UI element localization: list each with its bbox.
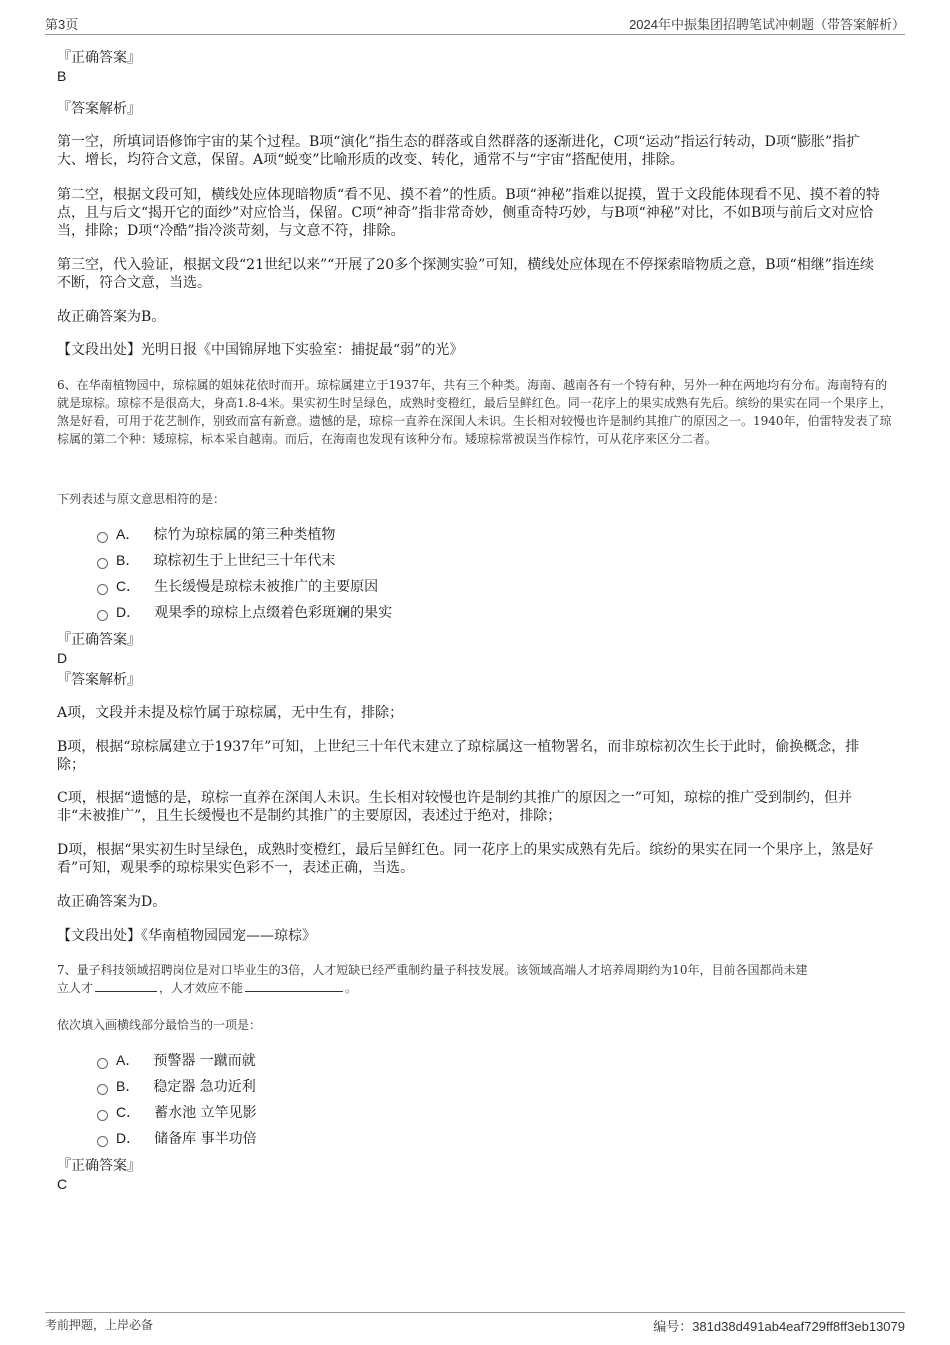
page-footer [45,1312,905,1335]
q5-analysis-p3: 第三空，代入验证，根据文段“21世纪以来”“开展了20多个探测实验”可知，横线处应体现在不停探索暗物质之意，B项“相继”指连续不断，符合文意，当选。 [57,257,874,291]
q7-prompt: 依次填入画横线部分最恰当的一项是： [57,1018,262,1032]
q6-analysis-b: B项，根据“琼棕属建立于1937年”可知，上世纪三十年代末建立了琼棕属这一植物署名，而非琼棕初次生长于此时，偷换概念，排除； [57,739,860,773]
radio-icon[interactable] [97,610,108,621]
q7-option-b[interactable]: B． 稳定器 急功近利 [97,1076,256,1097]
q6-stem: 6、在华南植物园中，琼棕属的姐妹花依时而开。琼棕属建立于1937年，共有三个种类。海南、越南各有一个特有种，另外一种在两地均有分布。海南特有的就是琼棕。琼棕不是很高大，身高1.8-4米。果实初生时呈绿色，成熟时变橙红，最后呈鲜红色。同一花序上的果实成熟有先后。缤纷的果实在同一个果序上，煞是好看，可用于花艺制作，别致而富有新意。遗憾的是，琼棕一直养在深闺人未识。生长相对较慢也许是制约其推广的原因之一。1940年，伯雷特发表了琼棕属的第二个种：矮琼棕，标本采自越南。而后，在海南也发现有该种分布。矮琼棕常被误当作棕竹，可从花序来区分二者。 [57,378,892,446]
radio-icon[interactable] [97,1058,108,1069]
q5-analysis-p2: 第二空，根据文段可知，横线处应体现暗物质“看不见、摸不着”的性质。B项“神秘”指难以捉摸，置于文段能体现看不见、摸不着的特点，且与后文“揭开它的面纱”对应恰当，保留。C项“神奇”指非常奇妙，侧重奇特巧妙，与B项“神秘”对比，不如B项与前后文对应恰当，排除；D项“冷酷”指冷淡苛刻，与文意不符，排除。 [57,187,880,239]
q5-answer: B [57,68,67,84]
q6-analysis-d: D项，根据“果实初生时呈绿色，成熟时变橙红，最后呈鲜红色。同一花序上的果实成熟有先后。缤纷的果实在同一个果序上，煞是好看”可知，观果季的琼棕果实色彩不一，表述正确，当选。 [57,842,874,876]
q7-option-d[interactable]: D． 储备库 事半功倍 [97,1128,257,1149]
page-header [45,14,905,35]
q6-option-d[interactable]: D． 观果季的琼棕上点缀着色彩斑斓的果实 [97,602,392,623]
radio-icon[interactable] [97,1084,108,1095]
document-title: 2024年中振集团招聘笔试冲刺题（带答案解析） [629,17,905,32]
q5-source: 【文段出处】光明日报《中国锦屏地下实验室：捕捉最“弱”的光》 [57,342,464,358]
q5-answer-label: 『正确答案』 [57,50,141,66]
radio-icon[interactable] [97,1110,108,1121]
q7-answer: C [57,1176,68,1192]
radio-icon[interactable] [97,532,108,543]
fill-blank-1 [95,979,157,992]
q5-analysis-label: 『答案解析』 [57,101,141,117]
q6-option-c[interactable]: C． 生长缓慢是琼棕未被推广的主要原因 [97,576,378,597]
q6-option-b[interactable]: B． 琼棕初生于上世纪三十年代末 [97,550,335,571]
q6-answer: D [57,650,68,666]
q7-option-a[interactable]: A． 预警器 一蹴而就 [97,1050,256,1071]
q6-analysis-label: 『答案解析』 [57,672,141,688]
q7-answer-label: 『正确答案』 [57,1158,141,1174]
document-code: 编号：381d38d491ab4eaf729ff8ff3eb13079 [653,1319,905,1334]
radio-icon[interactable] [97,558,108,569]
page-number: 第3页 [45,17,79,32]
q6-conclusion: 故正确答案为D。 [57,894,167,910]
q6-source: 【文段出处】《华南植物园园宠——琼棕》 [57,928,316,944]
q6-analysis-c: C项，根据“遗憾的是，琼棕一直养在深闺人未识。生长相对较慢也许是制约其推广的原因之一”可知，琼棕的推广受到制约，但并非“未被推广”，且生长缓慢也不是制约其推广的主要原因，表述过于绝对，排除； [57,790,853,824]
q5-conclusion: 故正确答案为B。 [57,309,166,325]
q7-option-c[interactable]: C． 蓄水池 立竿见影 [97,1102,257,1123]
radio-icon[interactable] [97,584,108,595]
q5-analysis-p1: 第一空，所填词语修饰宇宙的某个过程。B项“演化”指生态的群落或自然群落的逐渐进化，C项“运动”指运行转动，D项“膨胀”指扩大、增长，均符合文意，保留。A项“蜕变”比喻形质的改变、转化，通常不与“宇宙”搭配使用，排除。 [57,134,861,168]
q6-prompt: 下列表述与原文意思相符的是： [57,492,226,506]
q7-stem: 7、量子科技领域招聘岗位是对口毕业生的3倍，人才短缺已经严重制约量子科技发展。该领域高端人才培养周期约为10年，目前各国都尚未建 立人才 ，人才效应不能 。 [57,963,808,995]
radio-icon[interactable] [97,1136,108,1147]
q6-answer-label: 『正确答案』 [57,632,141,648]
footer-slogan: 考前押题，上岸必备 [45,1318,154,1332]
fill-blank-2 [245,979,343,992]
q6-option-a[interactable]: A． 棕竹为琼棕属的第三种类植物 [97,524,335,545]
q6-analysis-a: A项，文段并未提及棕竹属于琼棕属，无中生有，排除； [57,705,404,721]
